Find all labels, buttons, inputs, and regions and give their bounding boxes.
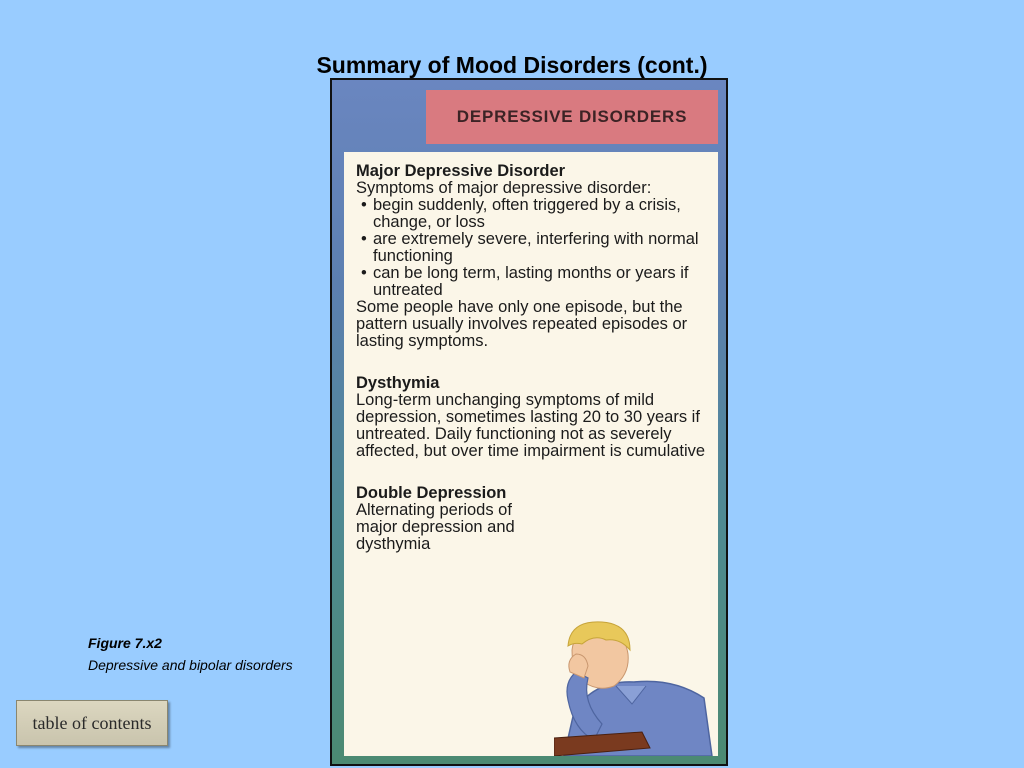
content-card	[344, 152, 718, 756]
section-heading: Dysthymia	[356, 374, 440, 392]
section-major-depressive	[356, 162, 708, 350]
section-body: Alternating periods of major depression and dysthymia	[356, 501, 515, 553]
section-outro: Some people have only one episode, but the pattern usually involves repeated episodes or lasting symptoms.	[356, 298, 688, 350]
figure-banner: DEPRESSIVE DISORDERS	[426, 90, 718, 144]
figure-description: Depressive and bipolar disorders	[88, 657, 293, 673]
depressed-man-illustration	[554, 620, 718, 756]
section-heading: Major Depressive Disorder	[356, 162, 566, 180]
list-item: • are extremely severe, interfering with normal functioning	[356, 231, 708, 265]
list-item: • begin suddenly, often triggered by a crisis, change, or loss	[356, 197, 708, 231]
list-item: • can be long term, lasting months or years if untreated	[356, 265, 708, 299]
section-double-depression	[356, 484, 708, 553]
section-heading: Double Depression	[356, 484, 507, 502]
figure-label: Figure 7.x2	[88, 635, 162, 651]
section-intro: Symptoms of major depressive disorder:	[356, 179, 652, 197]
hand	[569, 654, 588, 678]
table-of-contents-button[interactable]: table of contents	[16, 700, 168, 746]
figure-caption	[88, 635, 293, 673]
section-body: Long-term unchanging symptoms of mild depression, sometimes lasting 20 to 30 years if untreated. Daily functioning not as severely affected, but over time impairment is cumulative	[356, 391, 706, 460]
symptom-list	[356, 197, 708, 299]
section-dysthymia	[356, 374, 708, 460]
figure-panel	[330, 78, 728, 766]
slide-title: Summary of Mood Disorders (cont.)	[316, 52, 708, 78]
